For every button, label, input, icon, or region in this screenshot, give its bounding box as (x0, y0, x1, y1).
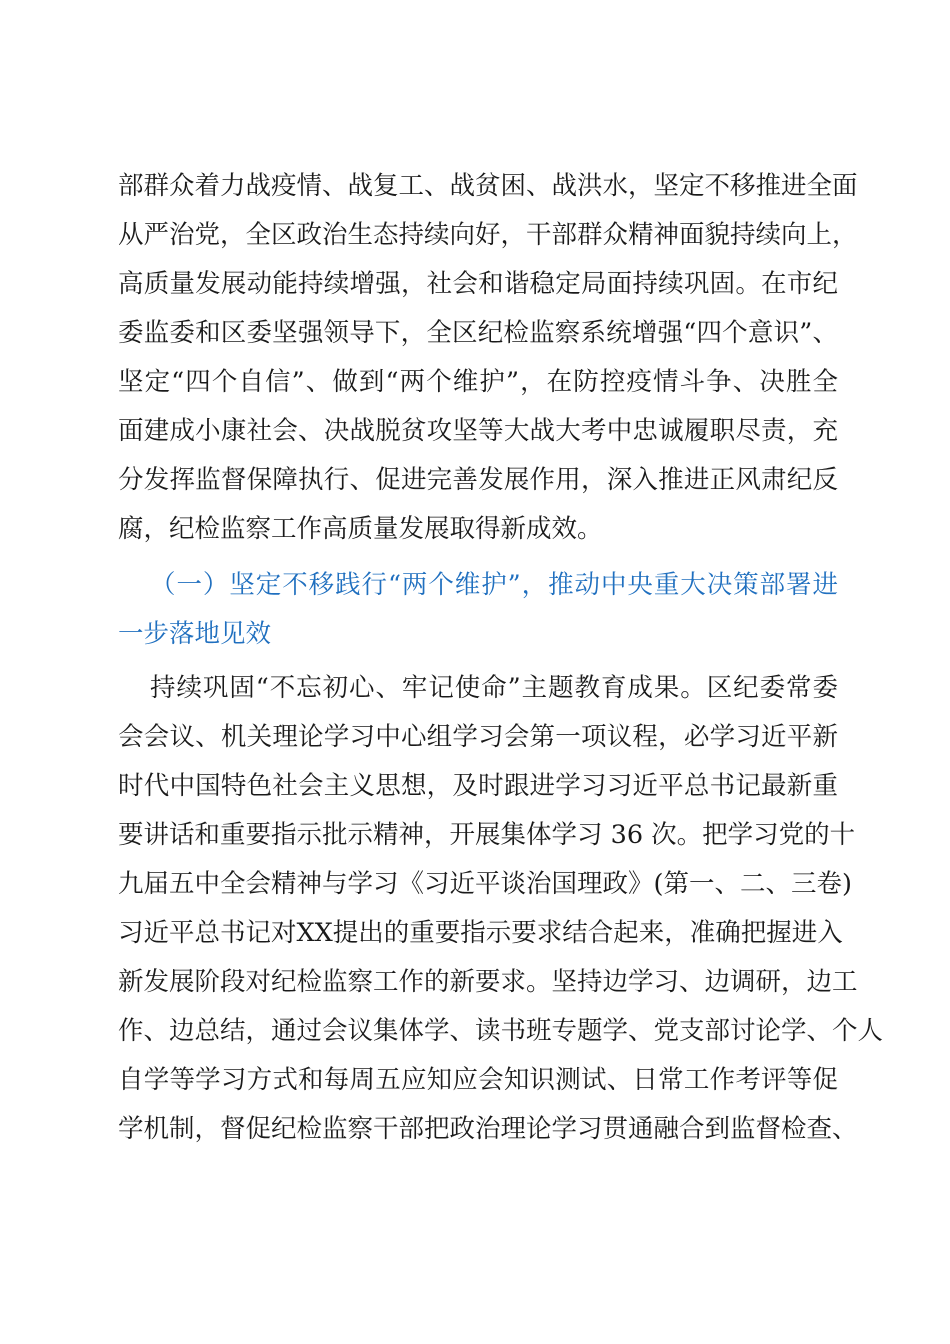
body-text-line: 要讲话和重要指示批示精神，开展集体学习 36 次。把学习党的十 (118, 820, 856, 850)
section-heading-line: （一）坚定不移践行“两个维护”，推动中央重大决策部署进 (150, 570, 838, 600)
body-text-line: 委监委和区委坚强领导下，全区纪检监察系统增强“四个意识”、 (118, 318, 838, 348)
body-text-line: 高质量发展动能持续增强，社会和谐稳定局面持续巩固。在市纪 (118, 269, 838, 299)
body-text-line: 自学等学习方式和每周五应知应会知识测试、日常工作考评等促 (118, 1065, 838, 1095)
body-text-line: 作、边总结，通过会议集体学、读书班专题学、党支部讨论学、个人 (118, 1016, 884, 1046)
body-text-line: 学机制，督促纪检监察干部把政治理论学习贯通融合到监督检查、 (118, 1114, 858, 1144)
body-text-line: 持续巩固“不忘初心、牢记使命”主题教育成果。区纪委常委 (150, 673, 838, 703)
body-text-line: 腐，纪检监察工作高质量发展取得新成效。 (118, 514, 603, 544)
body-text-line: 坚定“四个自信”、做到“两个维护”，在防控疫情斗争、决胜全 (118, 367, 838, 397)
body-text-line: 九届五中全会精神与学习《习近平谈治国理政》(第一、二、三卷) (118, 869, 852, 899)
body-text-line: 面建成小康社会、决战脱贫攻坚等大战大考中忠诚履职尽责，充 (118, 416, 838, 446)
body-text-line: 新发展阶段对纪检监察工作的新要求。坚持边学习、边调研，边工 (118, 967, 858, 997)
body-text-line: 分发挥监督保障执行、促进完善发展作用，深入推进正风肃纪反 (118, 465, 838, 495)
section-heading-line: 一步落地见效 (118, 619, 272, 649)
body-text-line: 会会议、机关理论学习中心组学习会第一项议程，必学习近平新 (118, 722, 838, 752)
body-text-line: 习近平总书记对XX提出的重要指示要求结合起来，准确把握进入 (118, 918, 843, 948)
body-text-line: 从严治党，全区政治生态持续向好，干部群众精神面貌持续向上， (118, 220, 858, 250)
body-text-line: 时代中国特色社会主义思想，及时跟进学习习近平总书记最新重 (118, 771, 838, 801)
body-text-line: 部群众着力战疫情、战复工、战贫困、战洪水，坚定不移推进全面 (118, 171, 858, 201)
